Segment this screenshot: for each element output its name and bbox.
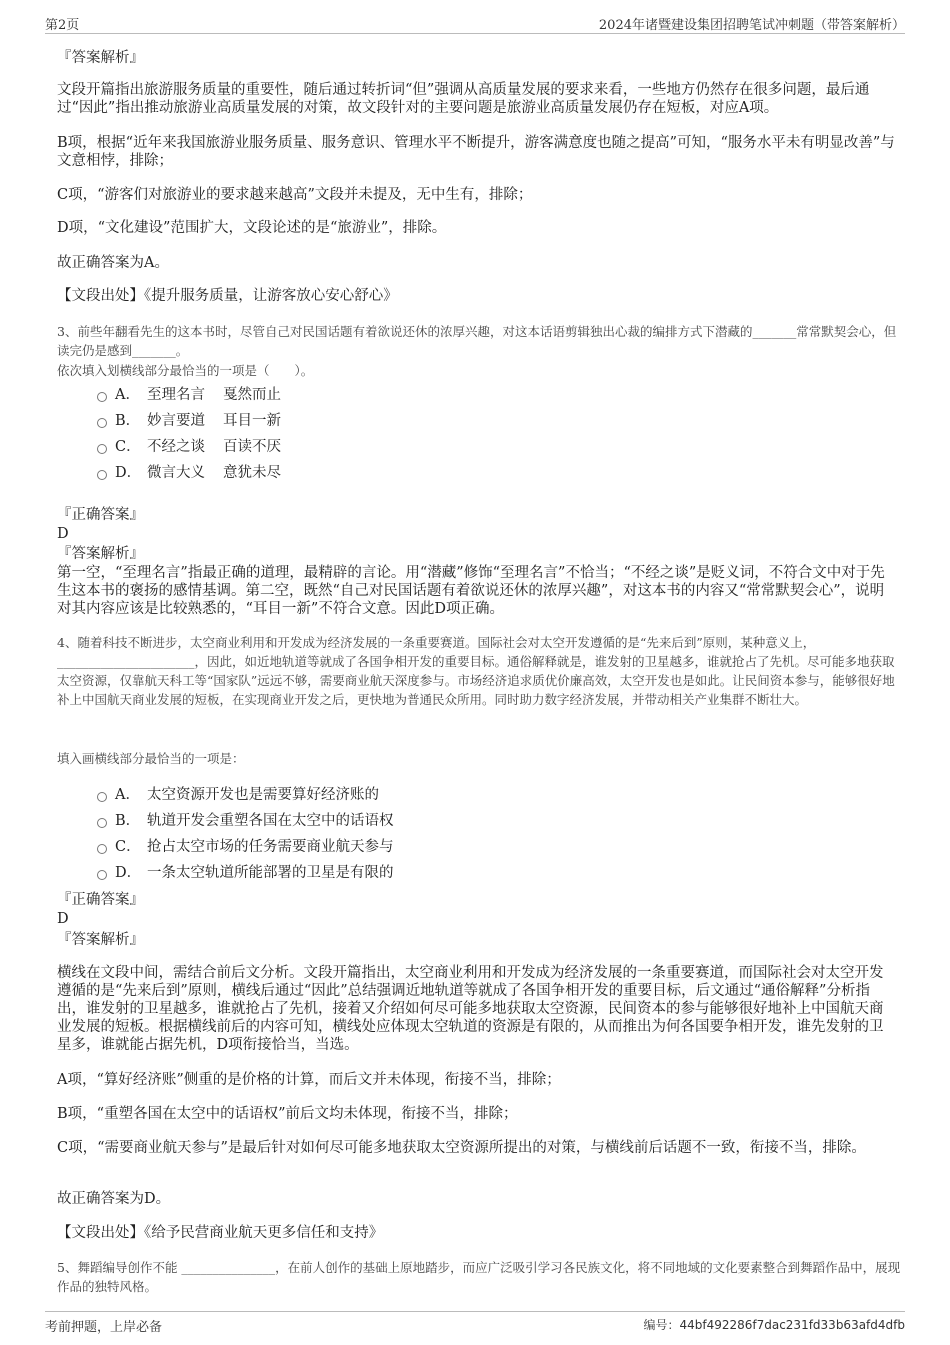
q4-answer: D <box>57 911 69 927</box>
radio-icon[interactable] <box>97 392 107 402</box>
radio-icon[interactable] <box>97 844 107 854</box>
q3-option-d[interactable]: D． 微言大义 意犹未尽 <box>97 464 281 482</box>
document-code: 编号：44bf492286f7dac231fd33b63afd4dfb <box>643 1318 905 1332</box>
q4-option-b-analysis: B项，“重塑各国在太空中的话语权”前后文均未体现，衔接不当，排除； <box>57 1106 518 1122</box>
q3-stem: 3、前些年翻看先生的这本书时，尽管自己对民国话题有着欲说还休的浓厚兴趣，对这本话语剪辑独出心裁的编排方式下潜藏的_______常常默契会心，但读完仍是感到_______。 <box>57 324 897 358</box>
q4-conclusion: 故正确答案为D。 <box>57 1191 171 1207</box>
document-title: 2024年诸暨建设集团招聘笔试冲刺题（带答案解析） <box>598 18 905 33</box>
radio-icon[interactable] <box>97 818 107 828</box>
q3-answer: D <box>57 526 69 542</box>
q3-option-b[interactable]: B． 妙言要道 耳目一新 <box>97 412 281 430</box>
q3-analysis: 第一空，“至理名言”指最正确的道理，最精辟的言论。用“潜藏”修饰“至理名言”不恰当；“不经之谈”是贬义词，不符合文中对于先生这本书的褒扬的感情基调。第二空，既然“自己对民国话题有着欲说还休的浓厚兴趣”，对这本书的内容又“常常默契会心”，说明对其内容应该是比较熟悉的，“耳目一新”不符合文意。因此D项正确。 <box>57 565 885 617</box>
radio-icon[interactable] <box>97 470 107 480</box>
q4-source: 【文段出处】《给予民营商业航天更多信任和支持》 <box>57 1225 384 1241</box>
q2-source: 【文段出处】《提升服务质量，让游客放心安心舒心》 <box>57 288 398 304</box>
page-footer <box>45 1311 905 1335</box>
q5-stem: 5、舞蹈编导创作不能 _______________，在前人创作的基础上原地踏步，而应广泛吸引学习各民族文化，将不同地域的文化要素整合到舞蹈作品中，展现作品的独特风格。 <box>57 1260 901 1294</box>
q2-analysis-paragraph: 文段开篇指出旅游服务质量的重要性，随后通过转折词“但”强调从高质量发展的要求来看，一些地方仍然存在很多问题，最后通过“因此”指出推动旅游业高质量发展的对策，故文段针对的主要问题是旅游业高质量发展仍存在短板，对应A项。 <box>57 82 870 116</box>
q3-option-c[interactable]: C． 不经之谈 百读不厌 <box>97 438 281 456</box>
q2-option-c-analysis: C项，“游客们对旅游业的要求越来越高”文段并未提及，无中生有，排除； <box>57 187 533 203</box>
q2-option-d-analysis: D项，“文化建设”范围扩大，文段论述的是“旅游业”，排除。 <box>57 220 447 236</box>
q4-option-a[interactable]: A． 太空资源开发也是需要算好经济账的 <box>97 786 379 804</box>
page-number: 第2页 <box>45 18 80 33</box>
q2-option-b-analysis: B项，根据“近年来我国旅游业服务质量、服务意识、管理水平不断提升，游客满意度也随之提高”可知，“服务水平未有明显改善”与文意相悖，排除； <box>57 135 895 169</box>
radio-icon[interactable] <box>97 444 107 454</box>
q3-analysis-label: 『答案解析』 <box>57 546 144 562</box>
q3-answer-label: 『正确答案』 <box>57 507 144 523</box>
radio-icon[interactable] <box>97 870 107 880</box>
q4-option-c-analysis: C项，“需要商业航天参与”是最后针对如何尽可能多地获取太空资源所提出的对策，与横线前后话题不一致，衔接不当，排除。 <box>57 1140 866 1156</box>
q4-analysis-paragraph: 横线在文段中间，需结合前后文分析。文段开篇指出，太空商业利用和开发成为经济发展的一条重要赛道，而国际社会对太空开发遵循的是“先来后到”原则，横线后通过“因此”总结强调近地轨道等就成了各国争相开发的重要目标，后文通过“通俗解释”分析指出，谁发射的卫星越多，谁就抢占了先机，接着又介绍如何尽可能多地获取太空资源，民间资本的参与能够很好地补上中国航天商业发展的短板。根据横线前后的内容可知，横线处应体现太空轨道的资源是有限的，从而推出为何各国要争相开发，谁先发射的卫星多，谁就能占据先机，D项衔接恰当，当选。 <box>57 965 884 1053</box>
q2-analysis-label: 『答案解析』 <box>57 50 144 66</box>
radio-icon[interactable] <box>97 418 107 428</box>
footer-slogan: 考前押题，上岸必备 <box>45 1320 163 1335</box>
page-header <box>45 12 905 34</box>
q4-prompt: 填入画横线部分最恰当的一项是： <box>57 751 245 766</box>
q4-answer-label: 『正确答案』 <box>57 892 144 908</box>
q4-option-a-analysis: A项，“算好经济账”侧重的是价格的计算，而后文并未体现，衔接不当，排除； <box>57 1072 561 1088</box>
q4-option-d[interactable]: D． 一条太空轨道所能部署的卫星是有限的 <box>97 864 394 882</box>
q2-conclusion: 故正确答案为A。 <box>57 255 169 271</box>
radio-icon[interactable] <box>97 792 107 802</box>
q4-analysis-label: 『答案解析』 <box>57 932 144 948</box>
q4-stem: 4、随着科技不断进步，太空商业利用和开发成为经济发展的一条重要赛道。国际社会对太空开发遵循的是“先来后到”原则，某种意义上，______________________，因此，如近地轨道等就成了各国争相开发的重要目标。通俗解释就是，谁发射的卫星越多，谁就抢占了先机。尽可能多地获取太空资源，仅靠航天科工等“国家队”远远不够，需要商业航天深度参与。市场经济追求质优价廉高效，太空开发也是如此。让民间资本参与，能够很好地补上中国航天商业发展的短板，在实现商业开发之后，更快地为普通民众所用。同时助力数字经济发展，并带动相关产业集群不断壮大。 <box>57 635 895 707</box>
q3-prompt: 依次填入划横线部分最恰当的一项是（ ）。 <box>57 363 314 378</box>
q4-option-b[interactable]: B． 轨道开发会重塑各国在太空中的话语权 <box>97 812 394 830</box>
q4-option-c[interactable]: C． 抢占太空市场的任务需要商业航天参与 <box>97 838 394 856</box>
q3-option-a[interactable]: A． 至理名言 戛然而止 <box>97 386 281 404</box>
